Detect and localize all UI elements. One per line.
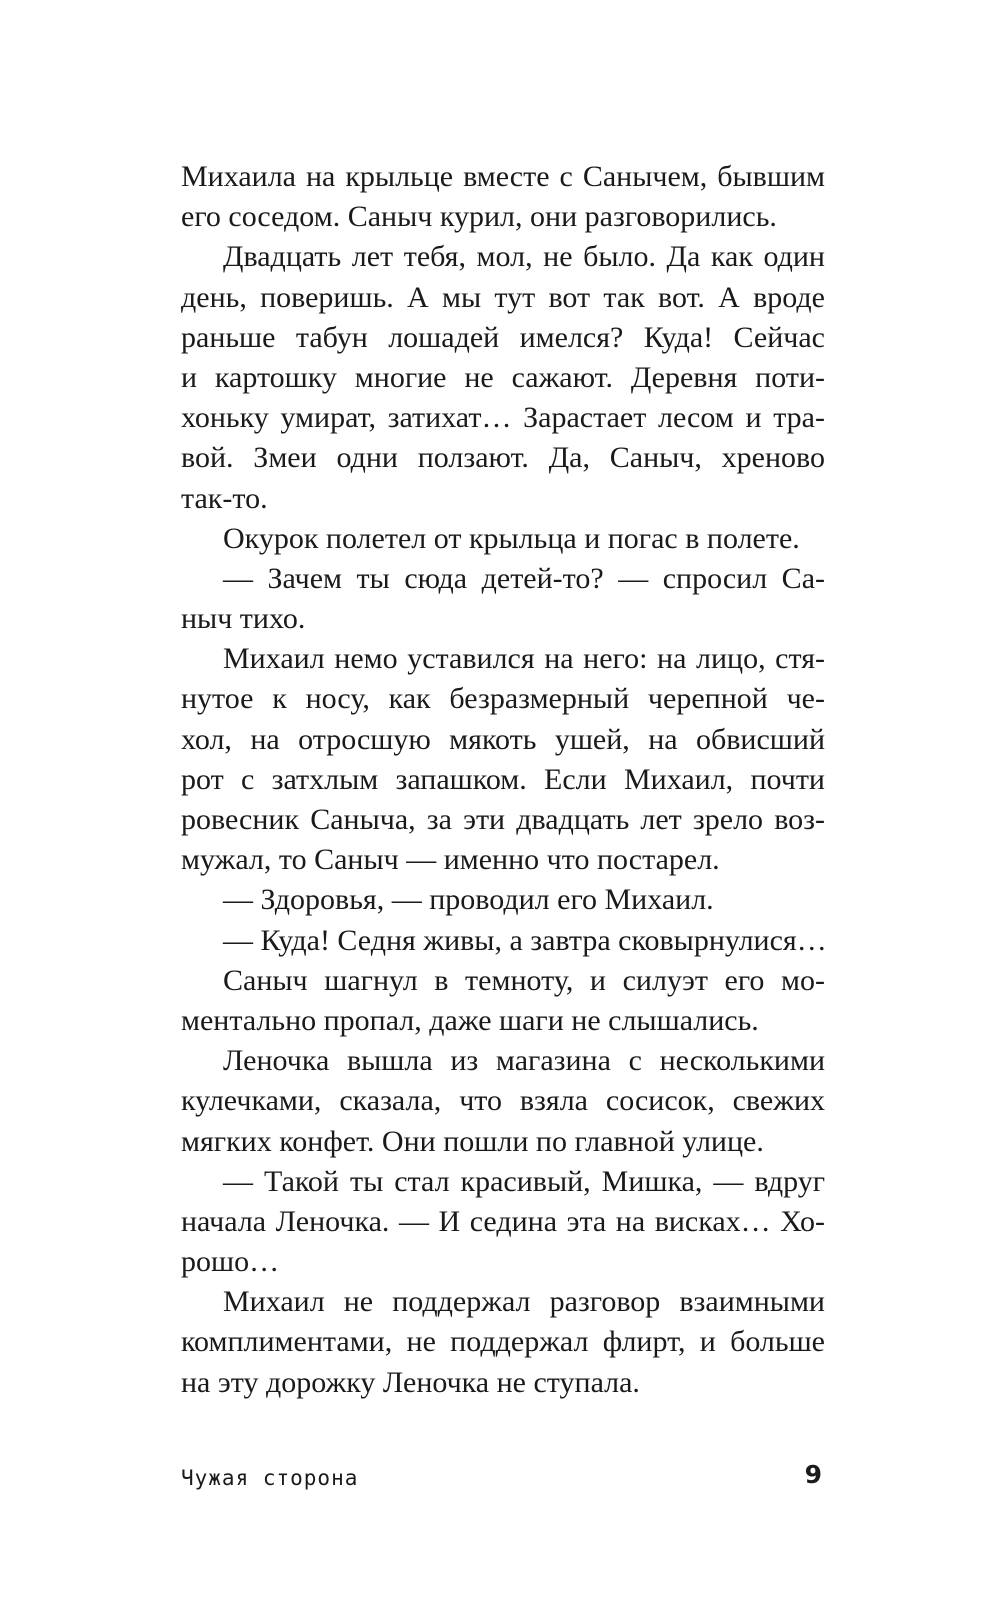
text-line: его соседом. Саныч курил, они разговорились. (181, 200, 777, 234)
text-line: ментально пропал, даже шаги не слышались. (181, 1003, 759, 1037)
body-text (181, 157, 825, 1403)
text-line: Саныч шагнул в темноту, и силуэт его мо- (223, 963, 825, 997)
text-line: кулечками, сказала, что взяла сосисок, свежих (181, 1084, 825, 1118)
text-line: хол, на отросшую мякоть ушей, на обвисший (181, 722, 825, 756)
text-line: рот с затхлым запашком. Если Михаил, почти (181, 762, 825, 796)
text-line: на эту дорожку Леночка не ступала. (181, 1365, 640, 1399)
text-line: Михаил не поддержал разговор взаимными (223, 1285, 825, 1319)
text-line: ныч тихо. (181, 602, 306, 636)
text-line: Окурок полетел от крыльца и погас в полете. (223, 521, 800, 555)
text-line: так-то. (181, 481, 268, 515)
text-line: хоньку умират, затихат… Зарастает лесом и тра- (181, 401, 825, 435)
text-line: вой. Змеи одни ползают. Да, Саныч, хреново (181, 441, 825, 475)
text-line: рошо… (181, 1245, 280, 1279)
text-line: раньше табун лошадей имелся? Куда! Сейчас (181, 320, 825, 354)
running-title: Чужая сторона (181, 1466, 359, 1490)
text-line: нутое к носу, как безразмерный черепной че- (181, 682, 825, 716)
page-number: 9 (804, 1460, 822, 1489)
text-line: — Такой ты стал красивый, Мишка, — вдруг (223, 1164, 825, 1198)
text-line: Двадцать лет тебя, мол, не было. Да как один (223, 240, 825, 274)
text-line: начала Леночка. — И седина эта на висках… Хо- (181, 1204, 825, 1238)
text-line: Михаил немо уставился на него: на лицо, стя- (223, 642, 825, 676)
text-line: — Здоровья, — проводил его Михаил. (223, 883, 714, 917)
text-line: и картошку многие не сажают. Деревня поти- (181, 360, 825, 394)
text-line: — Зачем ты сюда детей-то? — спросил Са- (223, 561, 825, 595)
text-line: Михаила на крыльце вместе с Санычем, бывшим (181, 160, 825, 193)
text-line: мужал, то Саныч — именно что постарел. (181, 843, 720, 877)
text-line: день, поверишь. А мы тут вот так вот. А вроде (181, 280, 825, 314)
text-line: Леночка вышла из магазина с несколькими (223, 1044, 825, 1078)
text-line: мягких конфет. Они пошли по главной улице. (181, 1124, 764, 1158)
text-line: ровесник Саныча, за эти двадцать лет зрело воз- (181, 803, 825, 836)
text-line: — Куда! Седня живы, а завтра сковырнулися… (223, 923, 827, 957)
text-line: комплиментами, не поддержал флирт, и больше (181, 1325, 825, 1359)
